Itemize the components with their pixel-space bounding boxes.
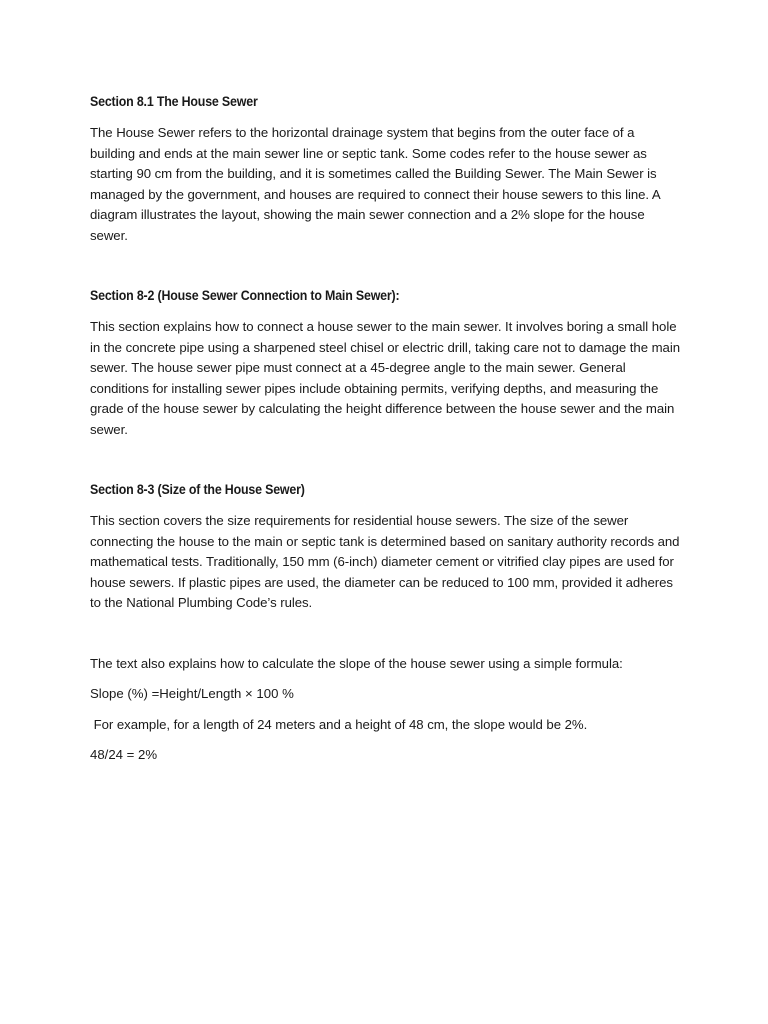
slope-intro: The text also explains how to calculate the slope of the house sewer using a simple formula:	[90, 655, 623, 671]
document-page	[90, 92, 682, 766]
section-8-3	[90, 480, 682, 614]
section-heading: Section 8-2 (House Sewer Connection to Main Sewer):	[90, 288, 400, 303]
section-body: This section covers the size requirements for residential house sewers. The size of the sewer connecting the house to the main or septic tank is determined based on sanitary authority records and mathematical tests. Traditionally, 150 mm (6-inch) diameter cement or vitrified clay pipes are used for house sewers. If plastic pipes are used, the diameter can be reduced to 100 mm, provided it adheres to the National Plumbing Code’s rules.	[90, 513, 680, 610]
section-heading: Section 8.1 The House Sewer	[90, 94, 258, 109]
section-8-1	[90, 92, 682, 246]
section-heading: Section 8-3 (Size of the House Sewer)	[90, 482, 305, 497]
section-8-2	[90, 286, 682, 440]
slope-calculation: 48/24 = 2%	[90, 747, 158, 762]
slope-example: For example, for a length of 24 meters and a height of 48 cm, the slope would be 2%.	[90, 716, 588, 732]
slope-formula: Slope (%) =Height/Length × 100 %	[90, 686, 294, 701]
section-body: This section explains how to connect a house sewer to the main sewer. It involves boring a small hole in the concrete pipe using a sharpened steel chisel or electric drill, taking care not to damage the main sewer. The house sewer pipe must connect at a 45-degree angle to the main sewer. General conditions for installing sewer pipes include obtaining permits, verifying depths, and measuring the grade of the house sewer by calculating the height difference between the house sewer and the main sewer.	[90, 319, 680, 437]
slope-explanation	[90, 654, 682, 766]
section-body: The House Sewer refers to the horizontal drainage system that begins from the outer face of a building and ends at the main sewer line or septic tank. Some codes refer to the house sewer as starting 90 cm from the building, and it is sometimes called the Building Sewer. The Main Sewer is managed by the government, and houses are required to connect their house sewers to this line. A diagram illustrates the layout, showing the main sewer connection and a 2% slope for the house sewer.	[90, 125, 660, 243]
